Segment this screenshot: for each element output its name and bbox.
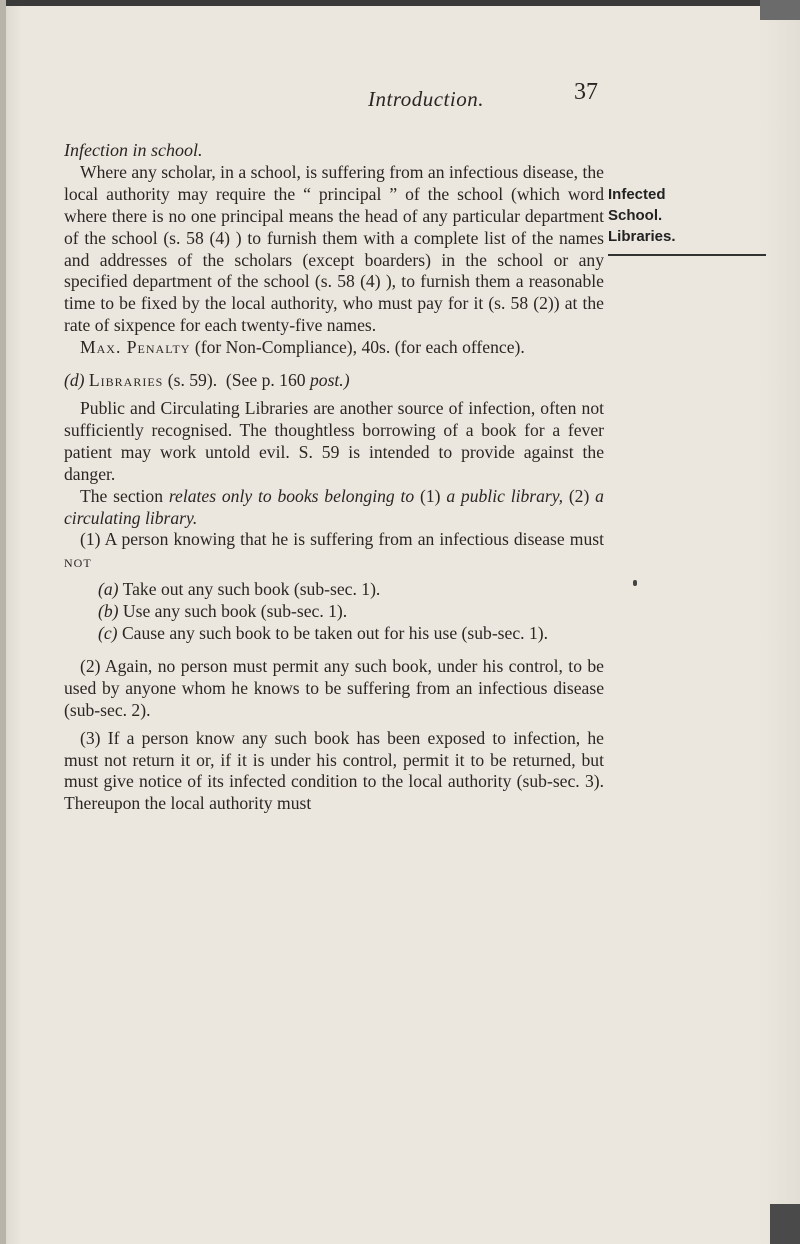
paragraph-infection-in-school: Where any scholar, in a school, is suffering from an infectious disease, the local authority may require the “ principal ” of the school (which word where there is no one principal means the head of any particular department of the school (s. 58 (4) ) to furnish them with a complete list of the names and addresses of the scholars (except boarders) in the school or any specified department of the school (s. 58 (4) ), to furnish them a reasonable time to be fixed by the local authority, who must pay for it (s. 58 (2)) at the rate of sixpence for each twenty-five names.	[64, 161, 604, 336]
paragraph-penalty	[64, 337, 604, 359]
scope-start: The section	[80, 485, 163, 506]
list-item-text: Take out any such book (sub-sec. 1).	[122, 579, 381, 600]
scope-mid-1: (1)	[419, 485, 441, 506]
scan-corner-mark	[760, 0, 800, 20]
list-item	[98, 623, 604, 645]
scope-italic-1: relates only to books belonging to	[168, 485, 415, 506]
margin-notes	[608, 184, 768, 247]
running-head	[0, 79, 800, 115]
scope-italic-2: a public library,	[446, 485, 564, 506]
page-number: 37	[574, 79, 598, 105]
list-item-label: (b)	[98, 601, 119, 622]
top-scan-edge	[0, 0, 800, 6]
scan-corner-mark-bottom	[770, 1204, 800, 1244]
scope-italic-3: a circulating library.	[64, 485, 604, 528]
paragraph-rule-3: (3) If a person know any such book has been exposed to infection, he must not return it or, if it is under his control, permit it to be returned, but must give notice of its infected condition to the local authority (sub-sec. 3). Thereupon the local authority must	[64, 727, 604, 814]
list-item-text: Use any such book (sub-sec. 1).	[122, 601, 348, 622]
paragraph-rule-2: (2) Again, no person must permit any such book, under his control, to be used by anyone whom he knows to be suffering from an infectious disease (sub-sec. 2).	[64, 655, 604, 720]
left-binding-edge	[0, 0, 6, 1244]
list-item-label: (a)	[98, 579, 119, 600]
penalty-text: (for Non-Compliance), 40s. (for each offence).	[194, 337, 525, 358]
list-item-text: Cause any such book to be taken out for his use (sub-sec. 1).	[121, 623, 549, 644]
margin-note-infected: Infected	[608, 186, 666, 203]
running-title: Introduction.	[368, 87, 484, 111]
rule-1-not: not	[64, 551, 92, 572]
section-heading-infection-in-school: Infection in school.	[64, 140, 203, 160]
heading-post: post.)	[309, 370, 350, 391]
scope-mid-2: (2)	[568, 485, 590, 506]
heading-see: (See p. 160	[225, 370, 306, 391]
rule-1-text: (1) A person knowing that he is suffering from an infectious disease must	[80, 529, 604, 550]
heading-label: Libraries	[88, 370, 164, 391]
heading-prefix: (d)	[64, 370, 85, 391]
list-item	[98, 601, 604, 623]
penalty-label: Max. Penalty	[80, 337, 191, 358]
margin-dot	[633, 580, 637, 586]
margin-rule	[608, 254, 766, 256]
body-text	[64, 140, 604, 815]
paragraph-section-scope	[64, 486, 604, 530]
list-item	[98, 579, 604, 601]
prohibitions-list	[64, 579, 604, 645]
section-heading-libraries	[64, 370, 604, 392]
margin-note-school: School.	[608, 207, 663, 224]
paragraph-libraries-intro: Public and Circulating Libraries are another source of infection, often not sufficiently recognised. The thoughtless borrowing of a book for a fever patient may work untold evil. S. 59 is intended to provide against the danger.	[64, 397, 604, 484]
list-item-label: (c)	[98, 623, 118, 644]
heading-ref: (s. 59).	[167, 370, 218, 391]
paragraph-rule-1	[64, 529, 604, 573]
margin-note-libraries: Libraries.	[608, 228, 676, 245]
